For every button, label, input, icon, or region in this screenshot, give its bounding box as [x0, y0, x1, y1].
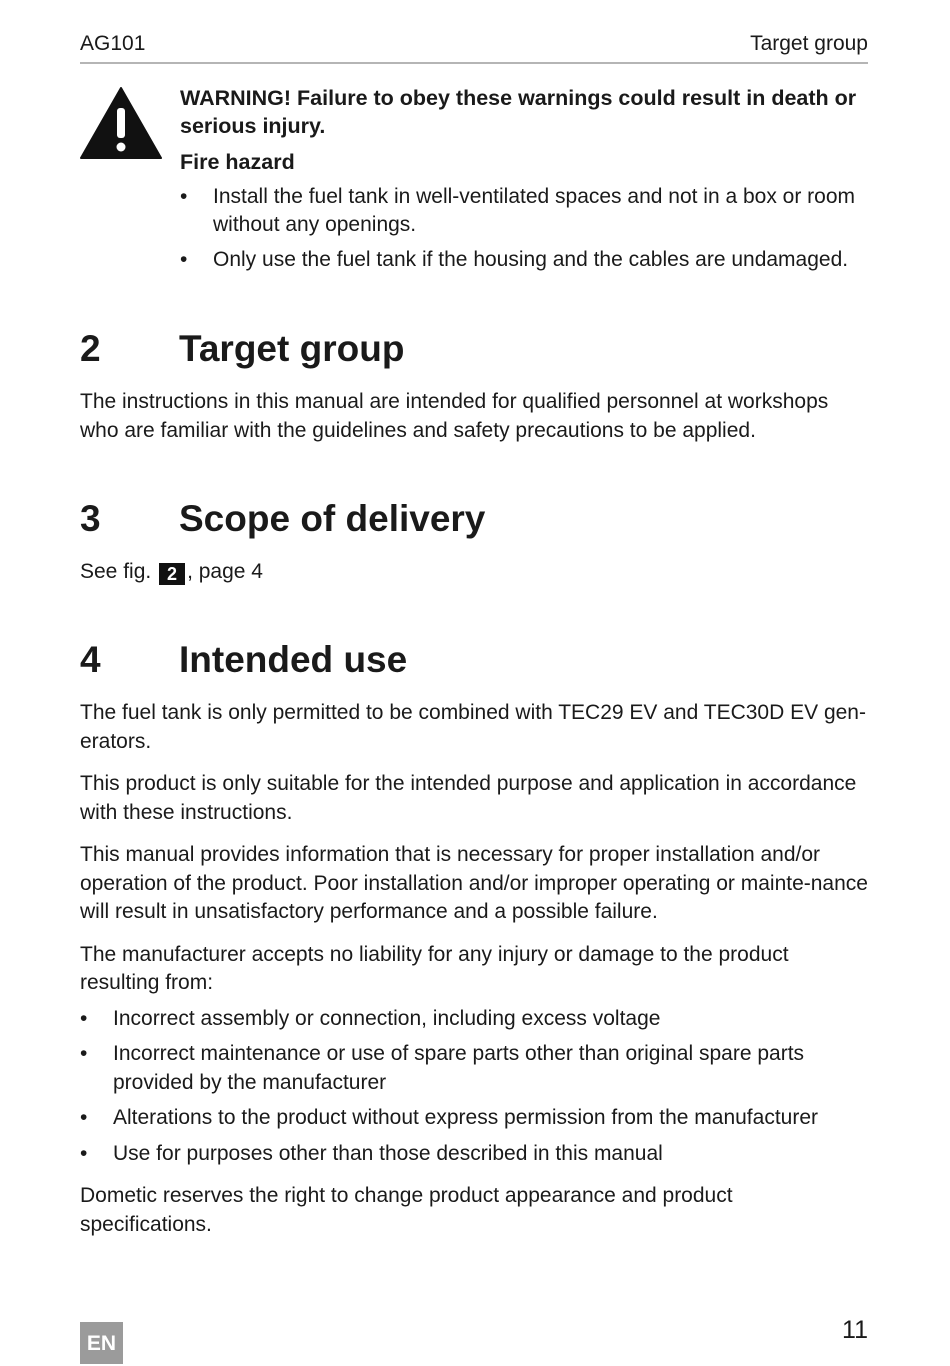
warning-title: WARNING! Failure to obey these warnings could result in death or serious injury. [180, 86, 857, 138]
page-number: 11 [842, 1316, 868, 1344]
scope-text: See fig. 2 , page 4 [80, 560, 263, 584]
page-header [80, 30, 868, 64]
warning-block [180, 84, 870, 274]
paragraph: The manufacturer accepts no liability for any injury or damage to the product resulting from: [80, 942, 789, 994]
header-section-title: Target group [750, 32, 868, 55]
language-badge: EN [80, 1322, 123, 1364]
list-item: • Alterations to the product without express permission from the manufacturer [80, 1104, 870, 1133]
section-title: Target group [179, 328, 405, 369]
target-group-text: The instructions in this manual are intended for qualified personnel at workshops who are familiar with the guidelines and safety precautions to be applied. [80, 390, 829, 442]
warning-list [180, 183, 870, 274]
bullet-icon: • [80, 1042, 88, 1065]
figure-reference-badge[interactable]: 2 [159, 563, 185, 585]
intended-use-body [80, 699, 870, 1253]
bullet-icon: • [180, 185, 188, 208]
section-number: 3 [80, 498, 101, 539]
section-number: 4 [80, 639, 101, 680]
section-number: 2 [80, 328, 101, 369]
bullet-icon: • [80, 1006, 88, 1030]
section-title: Scope of delivery [179, 498, 486, 539]
section-title: Intended use [179, 639, 408, 680]
fire-hazard-title: Fire hazard [180, 150, 295, 174]
doc-code: AG101 [80, 32, 146, 55]
bullet-icon: • [180, 248, 188, 271]
warning-triangle-icon [80, 86, 162, 160]
paragraph: The fuel tank is only permitted to be combined with TEC29 EV and TEC30D EV gen-erators. [80, 701, 866, 753]
paragraph: This product is only suitable for the intended purpose and application in accordance with these instructions. [80, 772, 857, 824]
closing-paragraph: Dometic reserves the right to change product appearance and product specifications. [80, 1184, 733, 1236]
list-item: • Use for purposes other than those described in this manual [80, 1140, 870, 1169]
list-item: • Incorrect maintenance or use of spare parts other than original spare parts provided by the manufacturer [80, 1042, 805, 1094]
list-item: • Install the fuel tank in well-ventilated spaces and not in a box or room without any openings. [180, 185, 856, 236]
list-item: • Incorrect assembly or connection, including excess voltage [80, 1005, 870, 1034]
paragraph: This manual provides information that is necessary for proper installation and/or operation of the product. Poor installation and/or improper operating or mainte-nance will result in unsatisfactory performance and a possible failure. [80, 843, 868, 923]
bullet-icon: • [80, 1141, 88, 1165]
bullet-icon: • [80, 1106, 88, 1129]
liability-list [80, 1005, 870, 1169]
list-item: • Only use the fuel tank if the housing and the cables are undamaged. [180, 246, 870, 274]
